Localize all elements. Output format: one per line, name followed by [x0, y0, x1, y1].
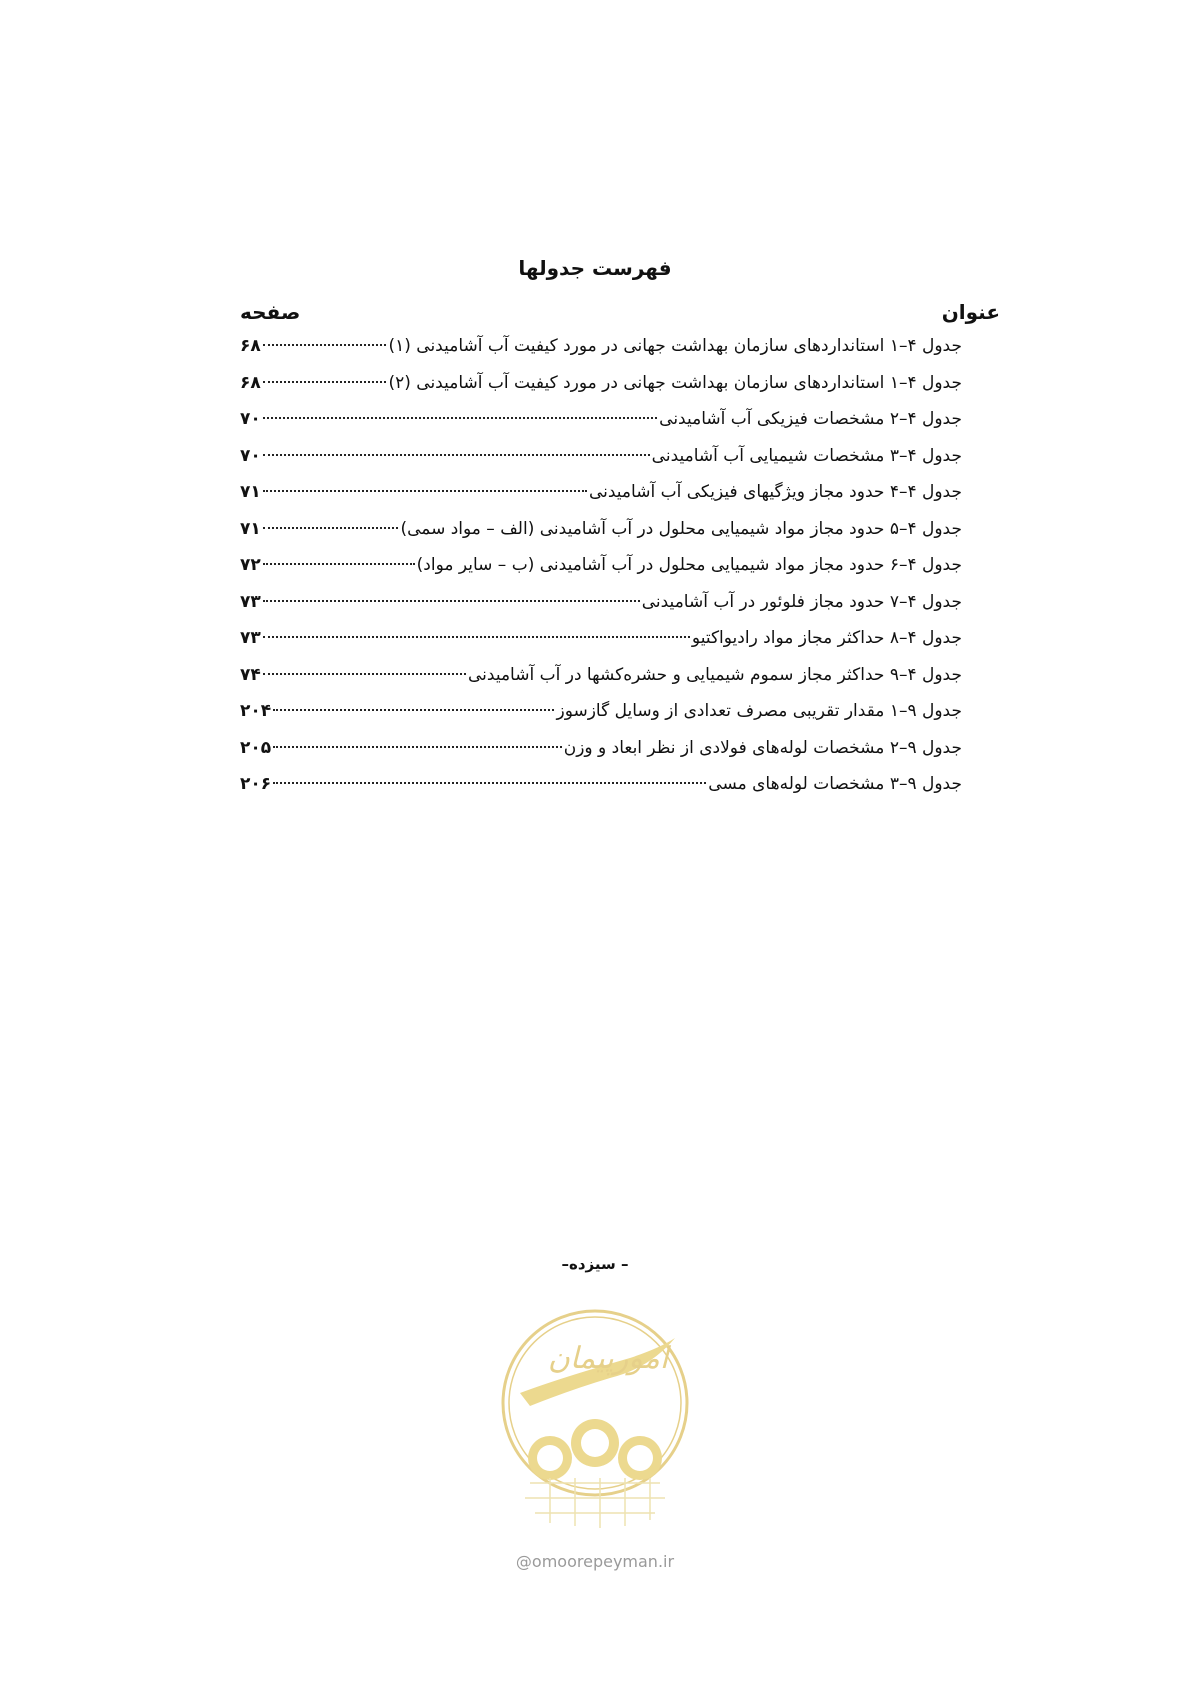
- dot-leader: [263, 381, 387, 383]
- toc-row-label: جدول ۴–۱ استانداردهای سازمان بهداشت جهانی در مورد کیفیت آب آشامیدنی (۱): [388, 336, 962, 356]
- watermark-logo: [490, 1298, 700, 1568]
- toc-row-page: ۷۱: [240, 518, 261, 539]
- dot-leader: [263, 673, 466, 675]
- toc-row: [240, 628, 962, 665]
- toc-row: [240, 555, 962, 592]
- toc-row-page: ۷۴: [240, 664, 261, 685]
- toc-row: [240, 738, 962, 775]
- toc-row-label: جدول ۴–۵ حدود مجاز مواد شیمیایی محلول در آب آشامیدنی (الف – مواد سمی): [400, 518, 962, 539]
- toc-row-page: ۷۰: [240, 445, 261, 466]
- toc-row-label: جدول ۹–۱ مقدار تقریبی مصرف تعدادی از وسایل گازسوز: [556, 701, 962, 721]
- toc-row-label: جدول ۹–۲ مشخصات لوله‌های فولادی از نظر ابعاد و وزن: [563, 737, 962, 758]
- toc-row-label: جدول ۴–۳ مشخصات شیمیایی آب آشامیدنی: [651, 445, 962, 466]
- page-number: – سیزده–: [561, 1255, 629, 1273]
- dot-leader: [263, 417, 657, 419]
- dot-leader: [263, 600, 640, 602]
- toc-row-page: ۷۰: [240, 409, 261, 429]
- dot-leader: [273, 709, 554, 711]
- column-header-title: عنوان: [941, 300, 1000, 324]
- dot-leader: [273, 746, 562, 748]
- toc-row-label: جدول ۴–۶ حدود مجاز مواد شیمیایی محلول در آب آشامیدنی (ب – سایر مواد): [416, 555, 962, 575]
- toc-row-label: جدول ۴–۱ استانداردهای سازمان بهداشت جهانی در مورد کیفیت آب آشامیدنی (۲): [388, 372, 962, 393]
- table-of-tables-list: [240, 336, 962, 811]
- toc-row-label: جدول ۴–۲ مشخصات فیزیکی آب آشامیدنی: [659, 409, 962, 429]
- toc-row-page: ۷۲: [240, 555, 261, 575]
- toc-row-page: ۷۱: [240, 482, 261, 502]
- dot-leader: [263, 636, 690, 638]
- toc-row-label: جدول ۴–۷ حدود مجاز فلوئور در آب آشامیدنی: [641, 591, 962, 612]
- toc-row: [240, 665, 962, 702]
- toc-row-page: ۶۸: [240, 336, 261, 356]
- toc-row: [240, 519, 962, 556]
- column-header-page: صفحه: [240, 300, 301, 324]
- dot-leader: [263, 527, 399, 529]
- toc-row: [240, 446, 962, 483]
- watermark-logo-text: امورپیمان: [547, 1341, 669, 1376]
- toc-row-page: ۲۰۵: [240, 737, 272, 758]
- watermark-url: @omoorepeyman.ir: [515, 1552, 675, 1571]
- toc-row: [240, 592, 962, 629]
- dot-leader: [263, 563, 415, 565]
- toc-row: [240, 336, 962, 373]
- toc-row-label: جدول ۴–۹ حداکثر مجاز سموم شیمیایی و حشره‌کشها در آب آشامیدنی: [468, 664, 962, 685]
- toc-row-label: جدول ۴–۸ حداکثر مجاز مواد رادیواکتیو: [691, 628, 962, 648]
- toc-row: [240, 373, 962, 410]
- toc-row-page: ۷۳: [240, 591, 261, 612]
- toc-row: [240, 701, 962, 738]
- toc-row-label: جدول ۹–۳ مشخصات لوله‌های مسی: [708, 774, 962, 794]
- dot-leader: [263, 490, 587, 492]
- toc-row-page: ۷۳: [240, 628, 261, 648]
- dot-leader: [263, 344, 387, 346]
- page-title: فهرست جدولها: [518, 256, 672, 280]
- toc-row-page: ۲۰۴: [240, 701, 272, 721]
- toc-row: [240, 482, 962, 519]
- dot-leader: [273, 782, 706, 784]
- toc-row-page: ۲۰۶: [240, 774, 272, 794]
- dot-leader: [263, 454, 650, 456]
- toc-row: [240, 774, 962, 811]
- toc-row: [240, 409, 962, 446]
- toc-row-label: جدول ۴–۴ حدود مجاز ویژگیهای فیزیکی آب آشامیدنی: [588, 482, 962, 502]
- toc-row-page: ۶۸: [240, 372, 261, 393]
